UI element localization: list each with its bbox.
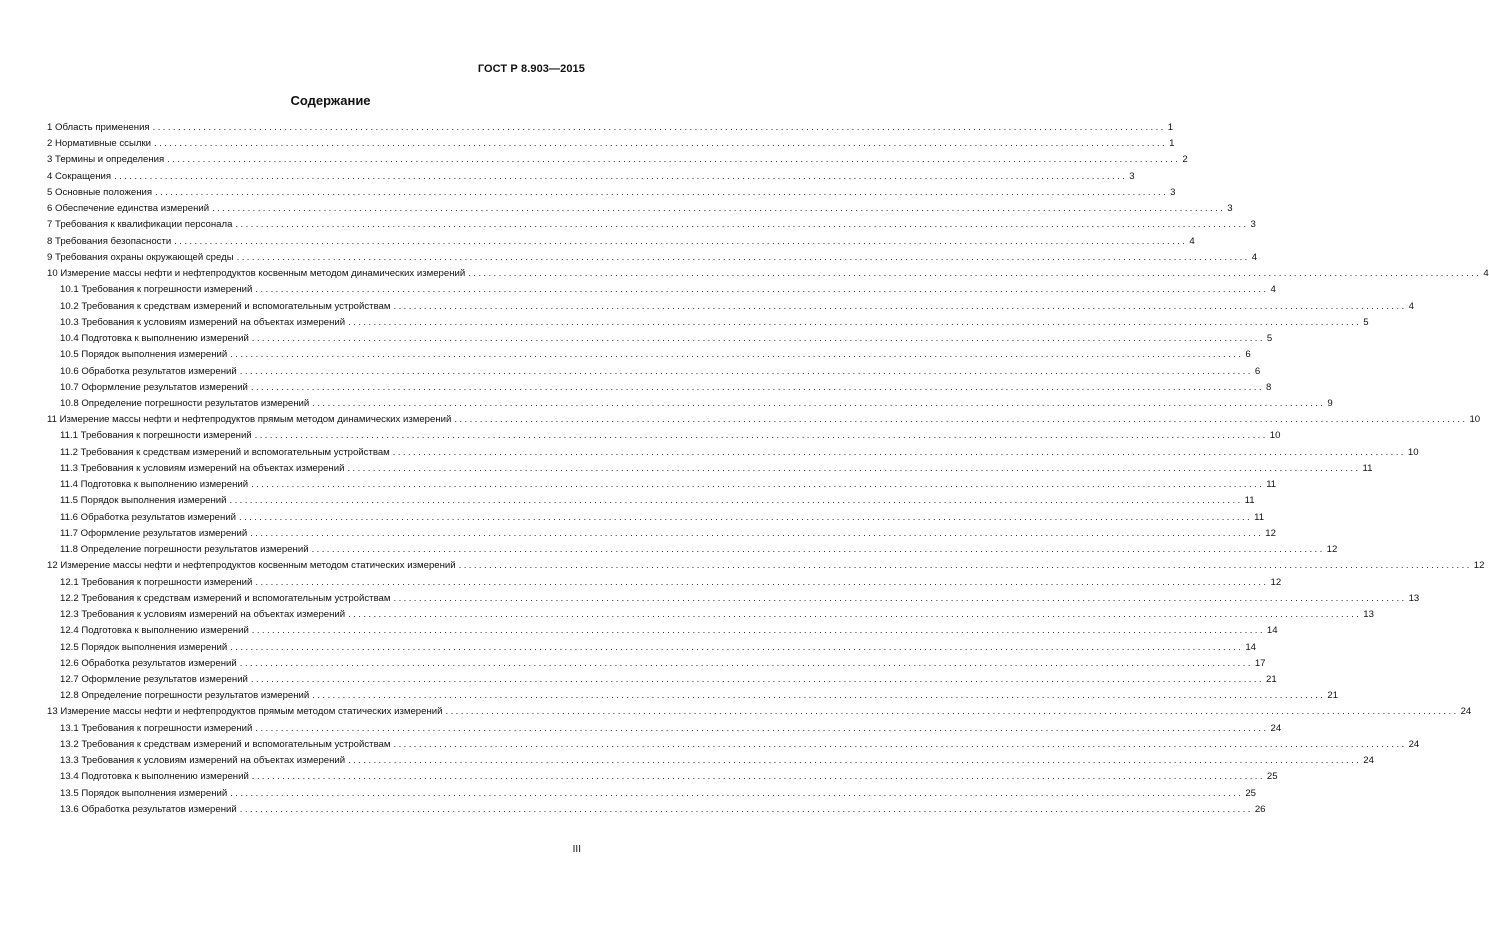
toc-title: Содержание	[290, 93, 371, 108]
toc-entry-page: 24	[1460, 706, 1472, 718]
toc-entry[interactable]	[47, 364, 1261, 380]
toc-entry-title: 12.1 Требования к погрешности измерений	[60, 576, 253, 588]
toc-leader-dots: ........................................................................................................................................................................................................	[445, 706, 1459, 718]
toc-entry-page: 5	[1266, 333, 1273, 345]
toc-entry-title: 6 Обеспечение единства измерений	[47, 203, 210, 215]
toc-leader-dots: ........................................................................................................................................................................................................	[250, 673, 1264, 685]
toc-entry-title: 10.6 Обработка результатов измерений	[60, 365, 237, 377]
toc-entry-page: 25	[1266, 771, 1278, 783]
toc-entry-title: 11.5 Порядок выполнения измерений	[60, 495, 227, 507]
toc-entry[interactable]	[47, 136, 1175, 152]
toc-leader-dots: ........................................................................................................................................................................................................	[230, 641, 1244, 653]
toc-entry[interactable]	[47, 282, 1276, 298]
toc-entry-title: 11.3 Требования к условиям измерений на объектах измерений	[60, 462, 345, 474]
toc-entry[interactable]	[47, 201, 1233, 217]
toc-leader-dots: ........................................................................................................................................................................................................	[348, 316, 1362, 328]
toc-entry-title: 1 Область применения	[47, 122, 150, 133]
toc-entry-page: 3	[1250, 219, 1256, 231]
toc-entry[interactable]	[47, 250, 1258, 266]
toc-leader-dots: ........................................................................................................................................................................................................	[251, 771, 1265, 783]
toc-entry[interactable]	[47, 753, 1374, 769]
toc-entry-page: 4	[1408, 300, 1414, 312]
toc-leader-dots: ........................................................................................................................................................................................................	[458, 560, 1472, 572]
toc-entry-title: 13.6 Обработка результатов измерений	[60, 803, 237, 815]
toc-entry-page: 10	[1269, 430, 1281, 442]
toc-entry-title: 12.6 Обработка результатов измерений	[60, 657, 237, 669]
toc-entry[interactable]	[47, 607, 1374, 623]
toc-leader-dots: ........................................................................................................................................................................................................	[393, 300, 1407, 312]
page-number: III	[572, 844, 581, 855]
toc-entry-page: 12	[1473, 560, 1485, 572]
toc-entry-page: 14	[1266, 625, 1278, 637]
toc-entry-page: 1	[1167, 122, 1174, 133]
toc-leader-dots: ........................................................................................................................................................................................................	[454, 414, 1468, 426]
toc-entry-title: 11.8 Определение погрешности результатов измерений	[60, 544, 309, 556]
toc-entry-title: 11.6 Обработка результатов измерений	[60, 511, 237, 523]
toc-entry-page: 13	[1408, 592, 1420, 604]
toc-entry-page: 24	[1270, 722, 1282, 734]
toc-entry-title: 7 Требования к квалификации персонала	[47, 219, 233, 231]
toc-entry-title: 9 Требования охраны окружающей среды	[47, 251, 234, 263]
toc-entry-page: 17	[1254, 657, 1266, 669]
toc-leader-dots: ........................................................................................................................................................................................................	[251, 333, 1265, 345]
toc-entry-title: 5 Основные положения	[47, 186, 153, 198]
toc-entry[interactable]	[47, 640, 1256, 656]
toc-leader-dots: ........................................................................................................................................................................................................	[229, 495, 1243, 507]
toc-entry[interactable]	[47, 445, 1419, 461]
toc-entry-title: 12.2 Требования к средствам измерений и вспомогательным устройствам	[60, 592, 391, 604]
toc-entry[interactable]	[47, 786, 1256, 802]
toc-entry[interactable]	[47, 234, 1195, 250]
toc-entry-page: 24	[1363, 755, 1374, 767]
toc-entry-title: 13.1 Требования к погрешности измерений	[60, 722, 253, 734]
toc-entry-page: 5	[1363, 316, 1369, 328]
toc-entry[interactable]	[47, 299, 1414, 315]
toc-entry-page: 21	[1327, 690, 1339, 702]
toc-leader-dots: ........................................................................................................................................................................................................	[235, 219, 1249, 231]
toc-entry-title: 13.2 Требования к средствам измерений и вспомогательным устройствам	[60, 738, 391, 750]
toc-entry[interactable]	[47, 315, 1369, 331]
toc-entry-title: 10.3 Требования к условиям измерений на объектах измерений	[60, 316, 346, 328]
toc-leader-dots: ........................................................................................................................................................................................................	[239, 365, 1253, 377]
toc-leader-dots: ........................................................................................................................................................................................................	[311, 544, 1325, 556]
toc-leader-dots: ........................................................................................................................................................................................................	[155, 186, 1169, 198]
toc-leader-dots: ........................................................................................................................................................................................................	[468, 268, 1482, 280]
toc-entry[interactable]	[47, 477, 1277, 493]
toc-entry-page: 4	[1251, 251, 1258, 263]
toc-leader-dots: ........................................................................................................................................................................................................	[348, 609, 1362, 621]
toc-entry-title: 10.5 Порядок выполнения измерений	[60, 349, 228, 361]
toc-entry[interactable]	[47, 737, 1420, 753]
toc-leader-dots: ........................................................................................................................................................................................................	[251, 625, 1265, 637]
toc-leader-dots: ........................................................................................................................................................................................................	[239, 803, 1253, 815]
toc-entry[interactable]	[47, 217, 1256, 233]
toc-leader-dots: ........................................................................................................................................................................................................	[393, 592, 1407, 604]
toc-entry-page: 1	[1169, 138, 1175, 150]
toc-leader-dots: ........................................................................................................................................................................................................	[392, 446, 1406, 458]
toc-entry-page: 11	[1266, 479, 1277, 491]
toc-entry-title: 10.2 Требования к средствам измерений и вспомогательным устройствам	[60, 300, 391, 312]
toc-entry[interactable]	[47, 623, 1278, 639]
table-of-contents	[47, 120, 1489, 818]
toc-leader-dots: ........................................................................................................................................................................................................	[312, 397, 1326, 409]
toc-entry-page: 4	[1189, 235, 1195, 247]
toc-entry-title: 2 Нормативные ссылки	[47, 138, 152, 150]
toc-entry-page: 3	[1227, 203, 1233, 215]
toc-entry-title: 11.4 Подготовка к выполнению измерений	[60, 479, 249, 491]
toc-entry[interactable]	[47, 493, 1255, 509]
toc-leader-dots: ........................................................................................................................................................................................................	[212, 203, 1226, 215]
toc-entry-title: 11.7 Оформление результатов измерений	[60, 527, 248, 539]
toc-leader-dots: ........................................................................................................................................................................................................	[255, 722, 1269, 734]
toc-entry-page: 9	[1327, 397, 1333, 409]
toc-entry[interactable]	[47, 721, 1282, 737]
toc-leader-dots: ........................................................................................................................................................................................................	[393, 738, 1407, 750]
toc-leader-dots: ........................................................................................................................................................................................................	[236, 251, 1250, 263]
toc-entry-page: 21	[1266, 673, 1277, 685]
toc-entry-page: 2	[1182, 154, 1188, 166]
toc-entry-title: 12.3 Требования к условиям измерений на объектах измерений	[60, 609, 346, 621]
toc-entry-page: 24	[1408, 738, 1420, 750]
toc-leader-dots: ........................................................................................................................................................................................................	[312, 690, 1326, 702]
toc-entry[interactable]	[47, 769, 1278, 785]
toc-entry[interactable]	[47, 542, 1338, 558]
toc-entry[interactable]	[47, 266, 1489, 282]
toc-entry-page: 13	[1363, 609, 1374, 621]
toc-entry-title: 3 Термины и определения	[47, 154, 165, 166]
toc-entry-title: 11 Измерение массы нефти и нефтепродуктов прямым методом динамических измерений	[47, 414, 452, 426]
toc-entry[interactable]	[47, 558, 1485, 574]
toc-entry-title: 13 Измерение массы нефти и нефтепродуктов прямым методом статических измерений	[47, 706, 443, 718]
toc-entry-page: 11	[1254, 511, 1265, 523]
toc-leader-dots: ........................................................................................................................................................................................................	[347, 462, 1361, 474]
toc-entry-page: 12	[1265, 527, 1276, 539]
toc-entry-title: 11.1 Требования к погрешности измерений	[60, 430, 252, 442]
toc-entry[interactable]	[47, 120, 1174, 136]
toc-entry-page: 4	[1483, 268, 1489, 280]
toc-leader-dots: ........................................................................................................................................................................................................	[167, 154, 1181, 166]
toc-entry-title: 12.5 Порядок выполнения измерений	[60, 641, 228, 653]
toc-entry[interactable]	[47, 802, 1266, 818]
toc-leader-dots: ........................................................................................................................................................................................................	[251, 479, 1265, 491]
toc-leader-dots: ........................................................................................................................................................................................................	[255, 576, 1269, 588]
toc-leader-dots: ........................................................................................................................................................................................................	[174, 235, 1188, 247]
toc-entry-page: 12	[1326, 544, 1338, 556]
toc-entry-title: 12.4 Подготовка к выполнению измерений	[60, 625, 249, 637]
toc-entry[interactable]	[47, 396, 1333, 412]
toc-entry-title: 12 Измерение массы нефти и нефтепродуктов косвенным методом статических измерений	[47, 560, 456, 572]
toc-leader-dots: ........................................................................................................................................................................................................	[239, 511, 1253, 523]
toc-entry-title: 11.2 Требования к средствам измерений и вспомогательным устройствам	[60, 446, 390, 458]
toc-entry[interactable]	[47, 412, 1481, 428]
toc-entry-page: 11	[1362, 462, 1373, 474]
toc-entry[interactable]	[47, 428, 1281, 444]
toc-leader-dots: ........................................................................................................................................................................................................	[250, 527, 1264, 539]
toc-leader-dots: ........................................................................................................................................................................................................	[154, 138, 1168, 150]
toc-entry[interactable]	[47, 704, 1472, 720]
toc-entry-page: 11	[1244, 495, 1255, 507]
toc-leader-dots: ........................................................................................................................................................................................................	[348, 755, 1362, 767]
toc-leader-dots: ........................................................................................................................................................................................................	[114, 170, 1128, 182]
toc-entry-title: 13.5 Порядок выполнения измерений	[60, 787, 228, 799]
toc-entry-page: 6	[1245, 349, 1251, 361]
toc-entry[interactable]	[47, 591, 1420, 607]
toc-entry-title: 10.7 Оформление результатов измерений	[60, 381, 248, 393]
toc-leader-dots: ........................................................................................................................................................................................................	[239, 657, 1253, 669]
toc-leader-dots: ........................................................................................................................................................................................................	[255, 284, 1269, 296]
toc-entry-page: 6	[1254, 365, 1261, 377]
toc-entry[interactable]	[47, 510, 1265, 526]
toc-leader-dots: ........................................................................................................................................................................................................	[152, 122, 1166, 133]
toc-entry-title: 13.4 Подготовка к выполнению измерений	[60, 771, 249, 783]
toc-entry-title: 8 Требования безопасности	[47, 235, 172, 247]
toc-entry[interactable]	[47, 347, 1251, 363]
toc-entry-title: 10 Измерение массы нефти и нефтепродуктов косвенным методом динамических измерений	[47, 268, 466, 280]
toc-entry[interactable]	[47, 152, 1188, 168]
toc-entry[interactable]	[47, 526, 1276, 542]
toc-leader-dots: ........................................................................................................................................................................................................	[254, 430, 1268, 442]
toc-entry-page: 12	[1270, 576, 1282, 588]
toc-entry-title: 12.7 Оформление результатов измерений	[60, 673, 248, 685]
toc-entry-title: 4 Сокращения	[47, 170, 112, 182]
toc-entry-page: 26	[1254, 803, 1266, 815]
toc-entry-page: 3	[1170, 186, 1176, 198]
toc-leader-dots: ........................................................................................................................................................................................................	[230, 349, 1244, 361]
toc-entry-title: 10.1 Требования к погрешности измерений	[60, 284, 253, 296]
toc-entry-page: 8	[1266, 381, 1272, 393]
toc-entry[interactable]	[47, 688, 1339, 704]
toc-entry[interactable]	[47, 461, 1373, 477]
toc-entry-page: 4	[1270, 284, 1276, 296]
toc-entry-title: 10.4 Подготовка к выполнению измерений	[60, 333, 249, 345]
toc-entry[interactable]	[47, 169, 1135, 185]
toc-leader-dots: ........................................................................................................................................................................................................	[250, 381, 1264, 393]
toc-leader-dots: ........................................................................................................................................................................................................	[230, 787, 1244, 799]
toc-entry-title: 10.8 Определение погрешности результатов измерений	[60, 397, 310, 409]
toc-entry[interactable]	[47, 380, 1272, 396]
toc-entry[interactable]	[47, 575, 1282, 591]
toc-entry-title: 12.8 Определение погрешности результатов измерений	[60, 690, 310, 702]
toc-entry-title: 13.3 Требования к условиям измерений на объектах измерений	[60, 755, 346, 767]
toc-entry-page: 10	[1407, 446, 1419, 458]
toc-entry-page: 3	[1129, 170, 1135, 182]
toc-entry-page: 14	[1245, 641, 1256, 653]
toc-entry-page: 25	[1245, 787, 1256, 799]
toc-entry[interactable]	[47, 185, 1176, 201]
toc-entry[interactable]	[47, 672, 1277, 688]
toc-entry[interactable]	[47, 656, 1266, 672]
toc-entry[interactable]	[47, 331, 1273, 347]
toc-entry-page: 10	[1469, 414, 1481, 426]
document-code: ГОСТ Р 8.903—2015	[477, 63, 585, 75]
